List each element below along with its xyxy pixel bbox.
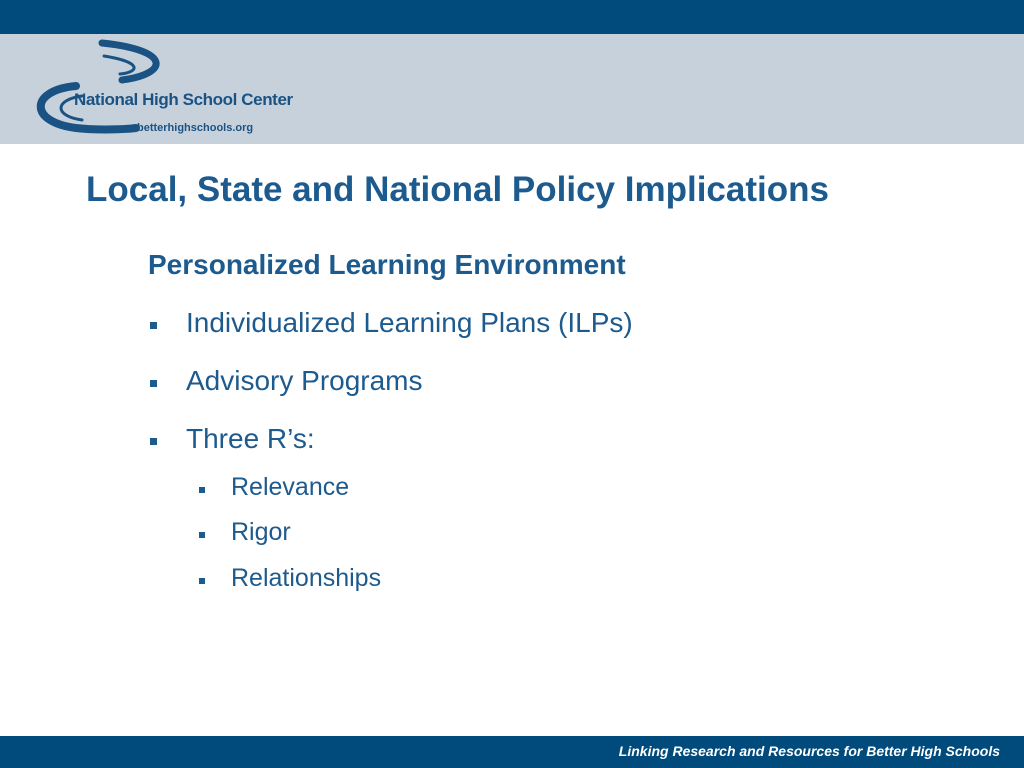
square-bullet-icon bbox=[150, 380, 157, 387]
bottom-bar bbox=[0, 736, 1024, 768]
square-bullet-icon bbox=[150, 322, 157, 329]
slide-title: Local, State and National Policy Implications bbox=[86, 170, 829, 209]
bullet-text: Advisory Programs bbox=[186, 365, 423, 396]
square-bullet-icon bbox=[150, 438, 157, 445]
square-bullet-icon bbox=[199, 487, 205, 493]
logo bbox=[24, 38, 304, 142]
square-bullet-icon bbox=[199, 578, 205, 584]
footer-tagline: Linking Research and Resources for Better High Schools bbox=[618, 743, 1000, 759]
bullet-text: Individualized Learning Plans (ILPs) bbox=[186, 307, 633, 338]
slide-subtitle: Personalized Learning Environment bbox=[148, 249, 626, 280]
square-bullet-icon bbox=[199, 532, 205, 538]
top-bar bbox=[0, 0, 1024, 34]
sub-bullet-text: Rigor bbox=[231, 518, 291, 546]
sub-bullet-text: Relevance bbox=[231, 473, 350, 501]
logo-url: betterhighschools.org bbox=[137, 122, 254, 134]
logo-name: National High School Center bbox=[74, 90, 293, 109]
bullet-text: Three R’s: bbox=[186, 423, 315, 454]
sub-bullet-text: Relationships bbox=[231, 564, 382, 592]
